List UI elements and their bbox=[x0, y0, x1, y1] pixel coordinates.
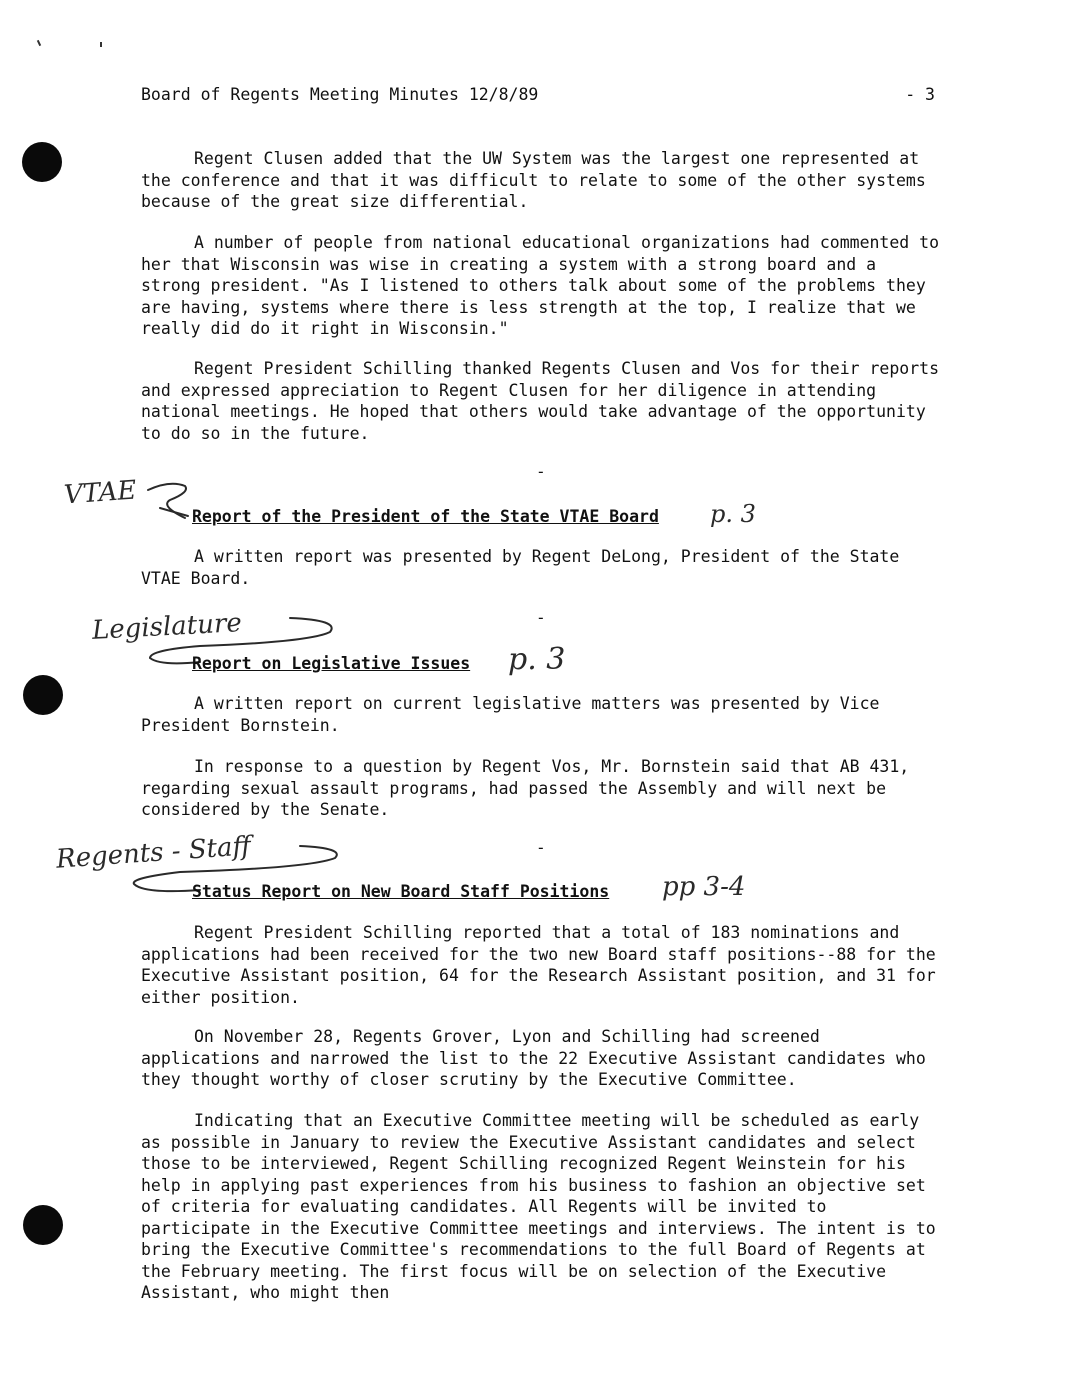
page-reference: p. 3 bbox=[710, 500, 756, 528]
section-heading: Report on Legislative Issues bbox=[192, 654, 471, 673]
paragraph: Regent Clusen added that the UW System was the largest one represented at the conference and that it was difficult to relate to some of the other systems because of the great size differential. bbox=[141, 149, 926, 211]
paragraph: A written report on current legislative matters was presented by Vice President Bornstein. bbox=[141, 694, 880, 735]
page-number: - 3 bbox=[905, 85, 935, 104]
page-reference: pp 3-4 bbox=[662, 872, 746, 902]
binder-hole-middle bbox=[23, 675, 63, 715]
page-title: Board of Regents Meeting Minutes 12/8/89 bbox=[141, 85, 539, 104]
paragraph: A written report was presented by Regent DeLong, President of the State VTAE Board. bbox=[141, 547, 900, 588]
margin-note: Legislature bbox=[91, 608, 243, 646]
binder-hole-bottom bbox=[23, 1205, 63, 1245]
paragraph: Regent President Schilling thanked Regents Clusen and Vos for their reports and expressed appreciation to Regent Clusen for her diligence in attending national meetings. He hoped that others would take advantage of the opportunity to do so in the future. bbox=[141, 359, 940, 443]
section-heading: Report of the President of the State VTAE Board bbox=[192, 507, 659, 526]
page-header bbox=[141, 85, 941, 104]
paragraph: In response to a question by Regent Vos, Mr. Bornstein said that AB 431, regarding sexual assault programs, had passed the Assembly and will next be considered by the Senate. bbox=[141, 757, 910, 819]
binder-hole-top bbox=[22, 142, 62, 182]
margin-arrow bbox=[140, 478, 200, 528]
scan-speck bbox=[37, 40, 41, 46]
paragraph: Regent President Schilling reported that a total of 183 nominations and applications had been received for the two new Board staff positions--88 for the Executive Assistant position, 64 for the Research Assistant position, and 31 for either position. bbox=[141, 923, 936, 1007]
paragraph: Indicating that an Executive Committee meeting will be scheduled as early as possible in January to review the Executive Assistant candidates and select those to be interviewed, Regent Schilling recognized Regent Weinstein for his help in applying past experiences from his business to fashion an objective set of criteria for evaluating candidates. All Regents will be invited to participate in the Executive Committee meetings and interviews. The intent is to bring the Executive Committee's recommendations to the full Board of Regents at the February meeting. The first focus will be on selection of the Executive Assistant, who might then bbox=[141, 1111, 936, 1302]
margin-note: VTAE bbox=[63, 475, 138, 511]
paragraph: A number of people from national educational organizations had commented to her that Wisconsin was wise in creating a system with a strong board and a strong president. "As I listened to others talk about some of the problems they are having, systems where there is less strength at the top, I realize that we really did do it right in Wisconsin." bbox=[141, 233, 940, 338]
scan-speck bbox=[100, 42, 102, 47]
section-heading: Status Report on New Board Staff Positions bbox=[192, 882, 610, 901]
page-reference: p. 3 bbox=[508, 642, 566, 677]
section-separator: - bbox=[536, 462, 546, 481]
margin-note: Regents - Staff bbox=[55, 831, 252, 875]
paragraph: On November 28, Regents Grover, Lyon and Schilling had screened applications and narrowed the list to the 22 Executive Assistant candidates who they thought worthy of closer scrutiny by the Executive Committee. bbox=[141, 1027, 926, 1089]
section-separator: - bbox=[536, 608, 546, 627]
section-separator: - bbox=[536, 838, 546, 857]
